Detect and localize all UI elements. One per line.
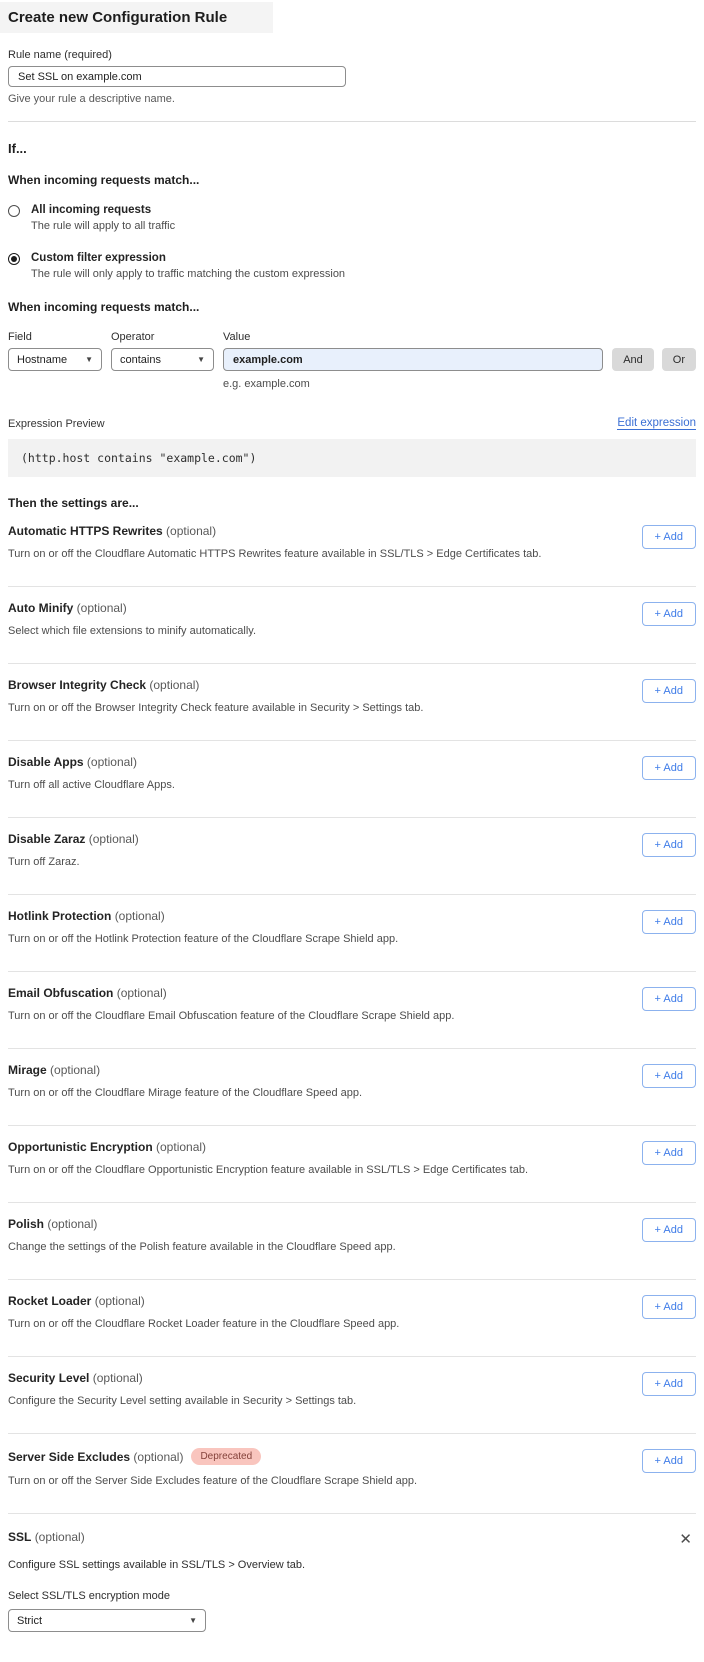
setting-description: Turn on or off the Browser Integrity Check feature available in Security > Settings tab. [8,702,424,714]
setting-optional-label: (optional) [47,1217,98,1231]
setting-title: Server Side Excludes [8,1449,131,1464]
setting-title: Mirage [8,1063,47,1077]
value-label: Value [223,331,251,343]
settings-list [8,510,696,1514]
setting-optional-label: (optional) [133,1449,184,1464]
rule-name-help: Give your rule a descriptive name. [8,93,175,105]
ssl-title: SSL [8,1530,32,1544]
add-setting-button[interactable]: + Add [642,1449,696,1473]
chevron-down-icon: ▼ [189,1616,197,1625]
setting-description: Turn on or off the Cloudflare Opportunistic Encryption feature available in SSL/TLS > Edge Certificates tab. [8,1164,529,1176]
field-select[interactable] [8,348,102,371]
expression-preview-code: (http.host contains "example.com") [8,439,696,477]
setting-row [8,972,696,1049]
field-select-value: Hostname [17,353,68,366]
field-label: Field [8,331,32,343]
add-setting-button[interactable]: + Add [642,602,696,626]
setting-optional-label: (optional) [116,986,167,1000]
chevron-down-icon: ▼ [85,355,93,364]
then-heading: Then the settings are... [8,496,139,510]
radio-option-all-incoming-requests[interactable] [8,204,696,232]
setting-title: Auto Minify [8,601,74,615]
or-button[interactable]: Or [662,348,696,371]
setting-optional-label: (optional) [156,1140,207,1154]
setting-optional-label: (optional) [88,832,139,846]
if-heading: If... [8,141,27,156]
expression-preview-label: Expression Preview [8,418,105,430]
setting-description: Turn on or off the Cloudflare Rocket Loader feature in the Cloudflare Speed app. [8,1318,400,1330]
operator-select-value: contains [120,353,161,366]
setting-description: Turn on or off the Cloudflare Email Obfuscation feature of the Cloudflare Scrape Shield app. [8,1010,455,1022]
add-setting-button[interactable]: + Add [642,1372,696,1396]
rule-name-section [8,49,696,105]
add-setting-button[interactable]: + Add [642,910,696,934]
setting-row [8,1280,696,1357]
edit-expression-link[interactable]: Edit expression [617,417,696,429]
divider [8,121,696,122]
builder-heading: When incoming requests match... [8,300,200,314]
page-title: Create new Configuration Rule [0,2,273,33]
setting-row [8,1049,696,1126]
setting-optional-label: (optional) [94,1294,145,1308]
add-setting-button[interactable]: + Add [642,1218,696,1242]
setting-optional-label: (optional) [86,755,137,769]
setting-title: Polish [8,1217,45,1231]
and-button[interactable]: And [612,348,654,371]
rule-name-input[interactable] [8,66,346,87]
setting-row [8,1357,696,1434]
setting-row [8,587,696,664]
add-setting-button[interactable]: + Add [642,1295,696,1319]
setting-description: Turn on or off the Hotlink Protection feature of the Cloudflare Scrape Shield app. [8,933,399,945]
setting-title: Disable Apps [8,755,84,769]
radio-option-label: All incoming requests [31,204,152,216]
setting-row [8,895,696,972]
setting-row [8,818,696,895]
ssl-panel [8,1514,696,1632]
add-setting-button[interactable]: + Add [642,833,696,857]
setting-description: Change the settings of the Polish feature available in the Cloudflare Speed app. [8,1241,396,1253]
setting-description: Turn on or off the Cloudflare Automatic HTTPS Rewrites feature available in SSL/TLS > Edge Certificates tab. [8,548,542,560]
setting-title: Hotlink Protection [8,909,112,923]
add-setting-button[interactable]: + Add [642,679,696,703]
setting-description: Turn off all active Cloudflare Apps. [8,779,175,791]
operator-select[interactable] [111,348,214,371]
setting-title: Email Obfuscation [8,986,114,1000]
setting-row [8,664,696,741]
chevron-down-icon: ▼ [197,355,205,364]
setting-optional-label: (optional) [50,1063,101,1077]
radio-option-description: The rule will apply to all traffic [31,220,176,232]
radio-option-custom-filter-expression[interactable] [8,252,696,280]
radio-icon[interactable] [8,205,20,217]
setting-optional-label: (optional) [149,678,200,692]
setting-optional-label: (optional) [166,524,217,538]
operator-label: Operator [111,331,155,343]
ssl-description: Configure SSL settings available in SSL/TLS > Overview tab. [8,1559,306,1571]
setting-optional-label: (optional) [114,909,165,923]
deprecated-badge: Deprecated [191,1448,261,1465]
add-setting-button[interactable]: + Add [642,525,696,549]
radio-icon[interactable] [8,253,20,265]
setting-description: Turn off Zaraz. [8,856,80,868]
match-heading: When incoming requests match... [8,173,200,187]
setting-description: Turn on or off the Cloudflare Mirage feature of the Cloudflare Speed app. [8,1087,363,1099]
add-setting-button[interactable]: + Add [642,987,696,1011]
ssl-optional-label: (optional) [34,1530,85,1544]
setting-description: Turn on or off the Server Side Excludes feature of the Cloudflare Scrape Shield app. [8,1475,418,1487]
ssl-mode-select-value: Strict [17,1614,43,1627]
setting-title: Disable Zaraz [8,832,86,846]
setting-row [8,741,696,818]
setting-optional-label: (optional) [76,601,127,615]
setting-title: Opportunistic Encryption [8,1140,153,1154]
value-hint: e.g. example.com [223,378,310,390]
value-input[interactable] [223,348,603,371]
setting-description: Configure the Security Level setting available in Security > Settings tab. [8,1395,357,1407]
expression-builder [8,300,696,390]
setting-optional-label: (optional) [92,1371,143,1385]
close-icon[interactable]: ✕ [679,1531,692,1548]
setting-title: Automatic HTTPS Rewrites [8,524,163,538]
ssl-mode-label: Select SSL/TLS encryption mode [8,1590,171,1602]
setting-row [8,1434,696,1514]
setting-row [8,1126,696,1203]
setting-title: Browser Integrity Check [8,678,147,692]
setting-title: Rocket Loader [8,1294,92,1308]
ssl-mode-select[interactable] [8,1609,206,1632]
setting-row [8,510,696,587]
radio-option-label: Custom filter expression [31,252,166,264]
radio-option-description: The rule will only apply to traffic matching the custom expression [31,268,346,280]
setting-row [8,1203,696,1280]
add-setting-button[interactable]: + Add [642,1141,696,1165]
expression-preview-section [8,417,696,477]
setting-title: Security Level [8,1371,90,1385]
rule-name-label: Rule name (required) [8,49,112,61]
setting-description: Select which file extensions to minify automatically. [8,625,257,637]
add-setting-button[interactable]: + Add [642,1064,696,1088]
add-setting-button[interactable]: + Add [642,756,696,780]
